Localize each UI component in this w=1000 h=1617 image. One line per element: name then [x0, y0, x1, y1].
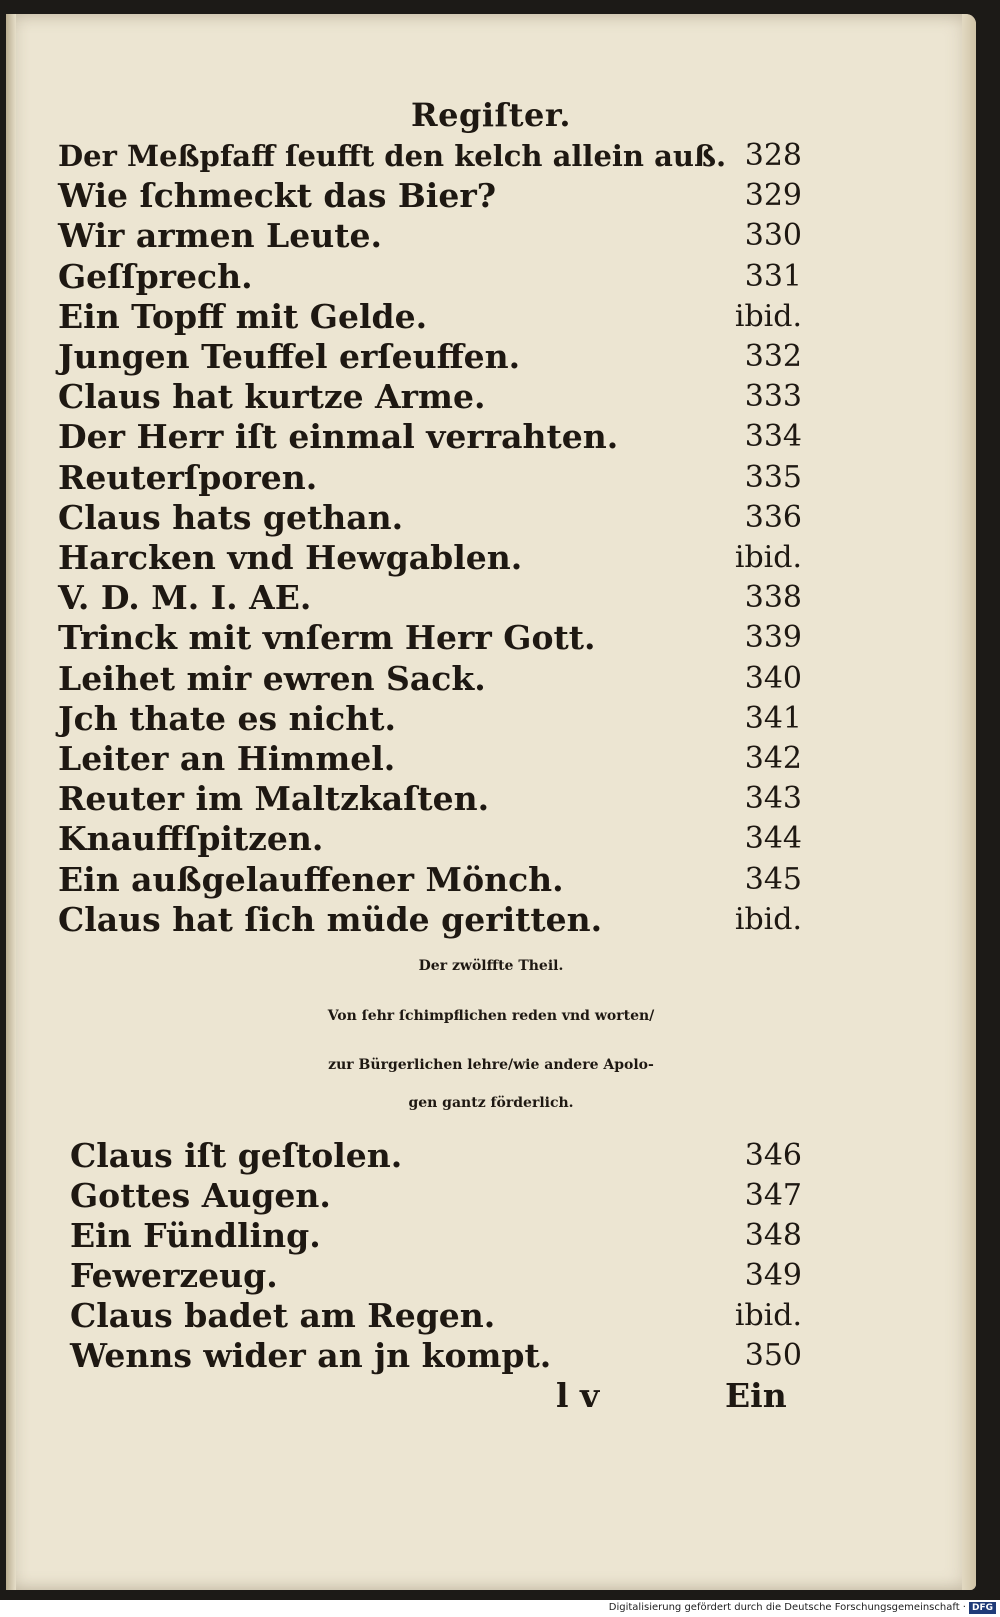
signature-mark: l v [556, 1376, 600, 1415]
entry-title: Reuterſporen. [58, 457, 318, 497]
entry-page-number: ibid. [734, 1298, 802, 1333]
register-entry [70, 1176, 802, 1216]
register-entry [58, 819, 802, 859]
register-entry [70, 1216, 802, 1256]
section-heading-line-3: gen gantz förderlich. [408, 1095, 574, 1111]
entry-page-number: ibid. [734, 901, 802, 937]
register-entry [58, 216, 802, 256]
register-entry [70, 1256, 802, 1296]
page-gutter [6, 14, 16, 1590]
register-entry [58, 377, 802, 417]
entry-title: Leihet mir ewren Sack. [58, 658, 486, 698]
entry-title: Gottes Augen. [70, 1176, 331, 1215]
entry-title: Claus hats gethan. [58, 497, 404, 537]
entry-title: Wie ſchmeckt das Bier? [58, 176, 497, 216]
entry-title: Claus badet am Regen. [70, 1296, 496, 1335]
entry-page-number: 341 [744, 700, 802, 736]
entry-title: Reuter im Maltzkaſten. [58, 779, 490, 819]
entry-page-number: 332 [744, 339, 802, 374]
section-part-title: Der zwölffte Theil. [418, 958, 564, 974]
entry-title: Ein außgelauffener Mönch. [58, 859, 564, 899]
register-entry [58, 900, 802, 940]
register-entry [70, 1296, 802, 1336]
register-entry [58, 498, 802, 538]
register-entry [58, 257, 802, 297]
entry-title: Wir armen Leute. [58, 216, 382, 256]
register-entry [58, 578, 802, 618]
entry-title: Claus hat ſich müde geritten. [58, 899, 603, 939]
register-entry [58, 860, 802, 900]
page-edge [962, 14, 976, 1590]
section-heading-line-2: zur Bürgerlichen lehre/wie andere Apolo- [328, 1057, 654, 1073]
entry-page-number: 338 [744, 580, 802, 616]
register-entry [58, 297, 802, 337]
entry-title: Knauffſpitzen. [58, 819, 324, 859]
entry-page-number: 330 [744, 218, 802, 254]
register-entry [70, 1336, 802, 1376]
catchword: Ein [725, 1376, 787, 1415]
entry-title: Der Herr iſt einmal verrahten. [58, 417, 619, 457]
entry-page-number: ibid. [734, 298, 802, 334]
entry-page-number: 334 [744, 419, 802, 455]
dfg-logo: DFG [969, 1602, 996, 1614]
register-entry [58, 699, 802, 739]
entry-page-number: 344 [744, 821, 802, 857]
entry-page-number: 345 [744, 861, 802, 897]
entry-title: Ein Topff mit Gelde. [58, 296, 428, 336]
entry-page-number: 346 [744, 1138, 802, 1173]
register-entry [58, 136, 802, 176]
entry-page-number: 350 [744, 1338, 802, 1373]
register-entry [58, 538, 802, 578]
entry-page-number: 348 [744, 1218, 802, 1253]
entry-title: Harcken vnd Hewgablen. [58, 538, 523, 577]
entry-page-number: 333 [744, 379, 802, 415]
digitization-credit [560, 1601, 996, 1615]
register-entry [58, 337, 802, 377]
entry-page-number: ibid. [734, 540, 802, 575]
section-heading-line-1: Von ſehr ſchimpflichen reden vnd worten/ [327, 1008, 655, 1024]
entry-title: Trinck mit vnſerm Herr Gott. [58, 618, 596, 658]
entry-title: Jch thate es nicht. [58, 698, 396, 738]
entry-page-number: 342 [744, 741, 802, 776]
register-entry [58, 659, 802, 699]
entry-page-number: 335 [744, 459, 802, 495]
register-entry [70, 1136, 802, 1176]
register-entry [58, 779, 802, 819]
entry-page-number: 328 [744, 138, 802, 173]
running-header: Regiſter. [411, 96, 571, 134]
entry-page-number: 347 [744, 1178, 802, 1213]
entry-title: Geſſprech. [58, 256, 253, 296]
entry-title: Claus hat kurtze Arme. [58, 377, 486, 417]
register-entry [58, 417, 802, 457]
entry-title: Leiter an Himmel. [58, 739, 396, 778]
entry-title: Jungen Teuffel erſeuffen. [58, 337, 521, 376]
entry-page-number: 343 [744, 781, 802, 817]
entry-page-number: 331 [744, 258, 802, 294]
entry-title: Der Meßpfaff ſeufft den kelch allein auß. [58, 139, 727, 173]
entry-page-number: 336 [744, 499, 802, 535]
entry-title: Ein Fündling. [70, 1216, 321, 1255]
page [6, 14, 976, 1590]
register-entry [58, 176, 802, 216]
entry-title: V. D. M. I. AE. [58, 578, 312, 618]
credit-text: Digitalisierung gefördert durch die Deutsche Forschungsgemeinschaft · [608, 1602, 966, 1613]
register-entry [58, 618, 802, 658]
entry-title: Wenns wider an jn kompt. [70, 1336, 552, 1375]
entry-page-number: 340 [744, 660, 802, 696]
register-entry [58, 458, 802, 498]
entry-page-number: 349 [744, 1258, 802, 1293]
entry-page-number: 339 [744, 620, 802, 656]
entry-title: Claus iſt geſtolen. [70, 1136, 403, 1175]
entry-page-number: 329 [744, 178, 802, 214]
entry-title: Fewerzeug. [70, 1256, 278, 1295]
register-entry [58, 739, 802, 779]
